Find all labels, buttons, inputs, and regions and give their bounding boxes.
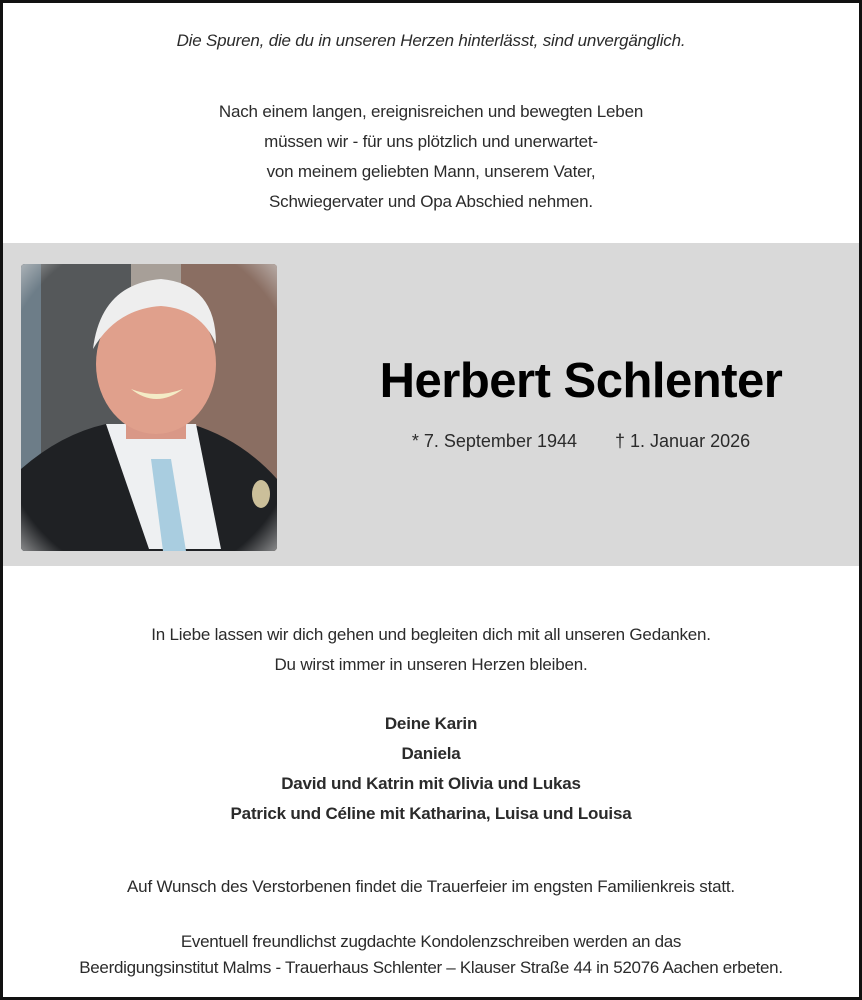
intro-line: Nach einem langen, ereignisreichen und bewegten Leben bbox=[218, 102, 644, 121]
intro-line: Schwiegervater und Opa Abschied nehmen. bbox=[269, 192, 593, 211]
farewell-line: Du wirst immer in unseren Herzen bleiben. bbox=[274, 655, 588, 674]
family-member: Patrick und Céline mit Katharina, Luisa und Louisa bbox=[230, 804, 632, 823]
intro-text bbox=[3, 97, 859, 217]
motto: Die Spuren, die du in unseren Herzen hinterlässt, sind unvergänglich. bbox=[176, 31, 686, 50]
death-date: † 1. Januar 2026 bbox=[615, 431, 751, 451]
portrait-photo bbox=[21, 264, 277, 551]
condolence-line: Beerdigungsinstitut Malms - Trauerhaus Schlenter – Klauser Straße 44 in 52076 Aachen erbeten. bbox=[79, 958, 783, 977]
funeral-notice: Auf Wunsch des Verstorbenen findet die Trauerfeier im engsten Familienkreis statt. bbox=[127, 877, 735, 896]
birth-date: * 7. September 1944 bbox=[411, 431, 577, 451]
deceased-band bbox=[3, 243, 859, 566]
family-signatures bbox=[3, 709, 859, 829]
family-member: Daniela bbox=[401, 744, 461, 763]
intro-line: von meinem geliebten Mann, unserem Vater, bbox=[266, 162, 596, 181]
portrait-illustration bbox=[21, 264, 277, 551]
farewell-line: In Liebe lassen wir dich gehen und begleiten dich mit all unseren Gedanken. bbox=[151, 625, 711, 644]
deceased-name: Herbert Schlenter bbox=[379, 354, 783, 408]
family-member: Deine Karin bbox=[384, 714, 478, 733]
condolence-info bbox=[3, 929, 859, 981]
farewell-text bbox=[3, 620, 859, 680]
family-member: David und Katrin mit Olivia und Lukas bbox=[281, 774, 581, 793]
condolence-line: Eventuell freundlichst zugdachte Kondolenzschreiben werden an das bbox=[180, 932, 682, 951]
intro-line: müssen wir - für uns plötzlich und unerwartet- bbox=[264, 132, 598, 151]
life-dates bbox=[303, 431, 859, 452]
